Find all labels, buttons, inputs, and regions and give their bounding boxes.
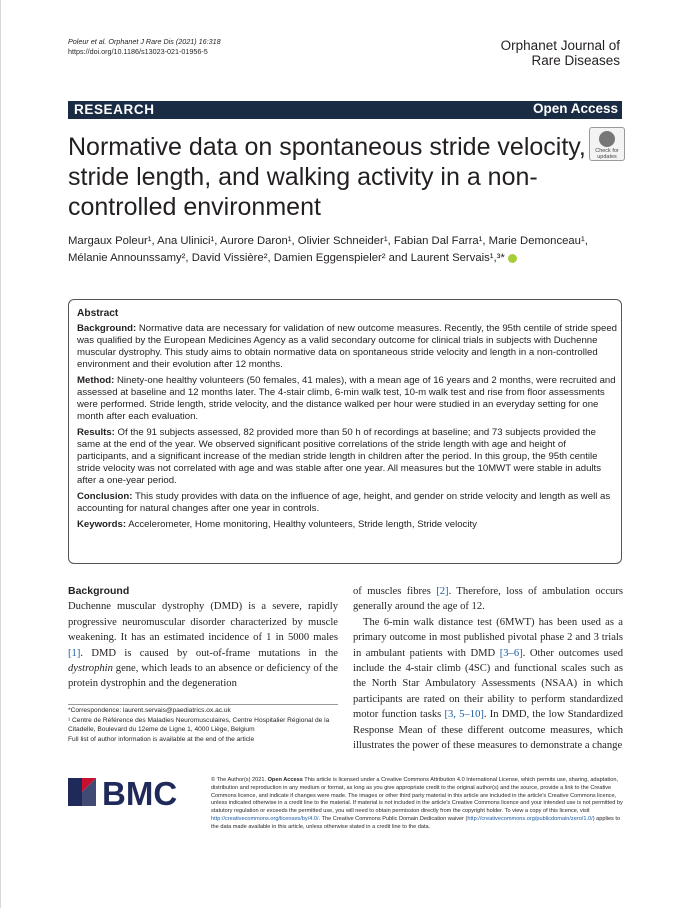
orcid-icon[interactable]: [508, 254, 517, 263]
bmc-logo-text: BMC: [102, 775, 178, 810]
body-italic-text: dystrophin: [68, 663, 113, 675]
license-open-access: Open Access: [267, 777, 303, 783]
article-type-label: RESEARCH: [74, 102, 155, 117]
doi-link[interactable]: https://doi.org/10.1186/s13023-021-01956-5: [68, 47, 208, 56]
body-text: . In DMD, the low Standardized Response Mean of these different outcome measures, which illustrates the power of these measures to demonstrate a change: [353, 709, 624, 752]
reference-link[interactable]: [3, 5–10]: [444, 709, 484, 721]
reference-link[interactable]: [1]: [68, 647, 81, 659]
keywords-text: Accelerometer, Home monitoring, Healthy volunteers, Stride length, Stride velocity: [128, 519, 477, 530]
crossmark-icon: [599, 131, 615, 147]
open-access-label: Open Access: [532, 101, 618, 116]
article-type-banner: [68, 101, 622, 119]
body-column-1: [68, 584, 338, 692]
results-text: Of the 91 subjects assessed, 82 provided more than 50 h of recordings at baseline; and 73 subjects provided the same at the end of the year. We observed significant positive correlations of the stride length with age and height of participants, and a significant increase of the median stride length in children after the period. In this group, the 95th centile stride velocity was not correlated with age and was stable after one year. All measures but the 10MWT were stable in adults after a one-year period.: [77, 427, 602, 486]
section-heading-background: Background: [68, 585, 130, 597]
license-body: This article is licensed under a Creative Commons Attribution 4.0 International License, which permits use, sharing, adaptation, distribution and reproduction in any medium or format, as long as you give appropriate credit to the original author(s) and the source, provide a link to the Creative Commons licence, and indicate if changes were made. The images or other third party material in this article are included in the article's Creative Commons licence, unless indicated otherwise in a credit line to the material. If material is not included in the article's Creative Commons licence and your intended use is not permitted by statutory regulation or exceeds the permitted use, you will need to obtain permission directly from the copyright holder. To view a copy of this licence, visit: [211, 777, 623, 815]
author-list: [68, 233, 628, 267]
journal-line-2: Rare Diseases: [531, 53, 620, 68]
body-paragraph-2: [353, 584, 623, 615]
background-text: Normative data are necessary for validation of new outcome measures. Recently, the 95th centile of stride speed was qualified by the European Medicines Agency as a valid secondary outcome for clinical trials in subjects with Duchenne muscular dystrophy. This study aims to obtain normative data on spontaneous stride velocity and length in a non-controlled environment and their evolution after 12 months.: [77, 323, 618, 370]
abstract-heading: Abstract: [77, 308, 119, 319]
crossmark-text-1: Check for: [595, 148, 619, 154]
body-text: . Therefore, loss of ambulation occurs generally around the age of 12.: [353, 586, 623, 613]
license-copyright: © The Author(s) 2021.: [211, 777, 268, 783]
method-label: Method:: [77, 375, 115, 386]
body-text: gene, which leads to an absence or deficiency of the protein dystrophin and the degeneration: [68, 663, 338, 690]
check-for-updates-badge[interactable]: [589, 127, 625, 161]
authors-line-2: [68, 250, 628, 267]
abstract-keywords: [77, 519, 617, 531]
journal-line-1: Orphanet Journal of: [500, 38, 620, 53]
article-title: Normative data on spontaneous stride velocity, stride length, and walking activity in a non-controlled environment: [68, 133, 586, 221]
full-author-info-note: Full list of author information is available at the end of the article: [68, 735, 255, 743]
reference-link[interactable]: [3–6]: [499, 647, 523, 659]
license-text: [211, 777, 623, 832]
conclusion-text: This study provides with data on the influence of age, height, and gender on stride velocity and length as well as accounting for natural changes after one year in controls.: [77, 491, 611, 514]
abstract-background: [77, 323, 617, 371]
method-text: Ninety-one healthy volunteers (50 females, 41 males), with a mean age of 16 years and 2 months, were recruited and assessed at baseline and 12 months later. The 4-stair climb, 6-min walk test, 10-m walk test and rise from floor assessments were performed. Stride length, stride velocity, and the distance walked per hour were studied in an everyday setting for one month after each evaluation.: [77, 375, 616, 422]
abstract-conclusion: [77, 491, 617, 515]
crossmark-text-2: updates: [597, 154, 617, 160]
conclusion-label: Conclusion:: [77, 491, 133, 502]
background-label: Background:: [77, 323, 137, 334]
license-body: ) applies to the data made available in this article, unless otherwise stated in a credit line to the data.: [211, 815, 621, 830]
keywords-label: Keywords:: [77, 519, 127, 530]
body-text: . DMD is caused by out-of-frame mutations in the: [80, 647, 338, 659]
citation-line-1: Poleur et al. Orphanet J Rare Dis (2021) 16:318: [68, 37, 221, 46]
footnotes: [68, 706, 340, 744]
bmc-logo: [68, 774, 192, 810]
affiliation-note: ¹ Centre de Référence des Maladies Neuromusculaires, Centre Hospitalier Régional de la Citadelle, Boulevard du 12eme de Ligne 1, 4000 Liège, Belgium: [68, 716, 330, 733]
license-body: . The Creative Commons Public Domain Dedication waiver (: [318, 815, 468, 822]
license-link[interactable]: http://creativecommons.org/licenses/by/4.0/: [211, 815, 319, 822]
journal-name: [501, 38, 620, 68]
abstract-results: [77, 427, 617, 487]
abstract-box: [68, 299, 622, 564]
abstract-method: [77, 375, 617, 423]
body-paragraph-1: [68, 599, 338, 691]
body-text: of muscles fibres: [353, 586, 437, 597]
page-edge: [0, 0, 1, 908]
body-text: The 6-min walk distance test (6MWT) has been used as a primary outcome in most published pivotal phase 2 and 3 trials in ambulant patients with DMD: [353, 616, 623, 659]
bmc-logo-icon: [68, 774, 192, 810]
footnote-divider: [68, 704, 338, 705]
authors-line-2-text: Mélanie Announssamy², David Vissière², Damien Eggenspieler² and Laurent Servais¹,³*: [68, 252, 505, 264]
body-paragraph-3: [353, 615, 623, 754]
body-text: . Other outcomes used include the 4-stair climb (4SC) and functional scales such as the North Star Ambulatory Assessments (NSAA) in which participants are rated on their ability to perform standardized motor function tasks: [353, 647, 623, 721]
body-text: Duchenne muscular dystrophy (DMD) is a severe, rapidly progressive neuromuscular disorder characterized by muscle weakening. It has an estimated incidence of 1 in 5000 males: [68, 601, 338, 644]
public-domain-link[interactable]: http://creativecommons.org/publicdomain/zero/1.0/: [467, 815, 593, 822]
header-citation: [68, 37, 221, 57]
authors-line-1: Margaux Poleur¹, Ana Ulinici¹, Aurore Daron¹, Olivier Schneider¹, Fabian Dal Farra¹, Marie Demonceau¹,: [68, 235, 588, 247]
results-label: Results:: [77, 427, 115, 438]
body-column-2: [353, 584, 623, 753]
reference-link[interactable]: [2]: [436, 586, 449, 597]
correspondence-note: *Correspondence: laurent.servais@paediatrics.ox.ac.uk: [68, 707, 231, 714]
